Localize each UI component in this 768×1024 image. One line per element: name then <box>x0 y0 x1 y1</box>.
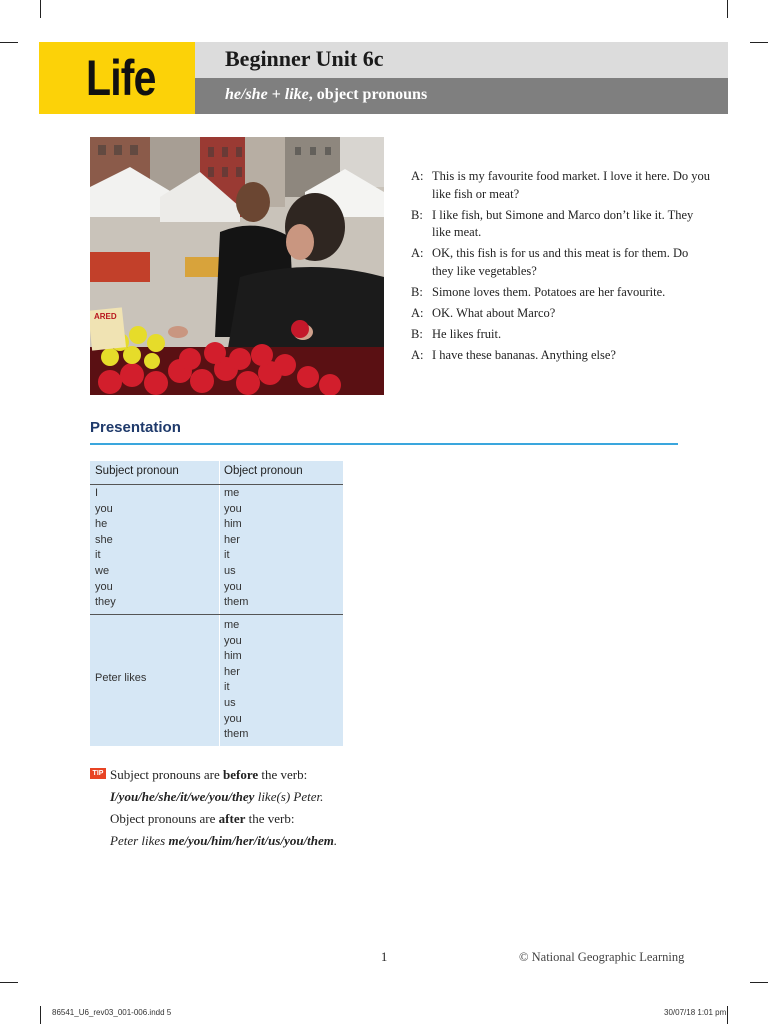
column-divider <box>219 461 220 746</box>
speaker: B: <box>411 207 423 222</box>
subject-column <box>95 486 116 611</box>
table-cell: you <box>224 502 242 515</box>
crop-mark-top-right <box>727 0 728 18</box>
copyright: © National Geographic Learning <box>519 950 685 964</box>
tip-text: Peter likes <box>110 833 169 848</box>
market-photo <box>90 137 384 395</box>
dialogue <box>411 168 711 368</box>
subtitle-prefix: he/she + like <box>225 86 309 103</box>
page-title: Beginner Unit 6c <box>225 46 384 71</box>
table-cell: them <box>224 728 249 741</box>
dialogue-line <box>411 168 711 203</box>
table-cell: it <box>95 549 101 562</box>
speech: Simone loves them. Potatoes are her favourite. <box>432 284 666 299</box>
table-cell: you <box>224 580 242 593</box>
dialogue-line <box>411 284 711 302</box>
table-cell: you <box>224 712 242 725</box>
table-cell: it <box>224 681 230 694</box>
crop-mark-right-bottom <box>750 982 768 983</box>
dialogue-line <box>411 326 711 344</box>
table-cell: you <box>224 634 242 647</box>
crop-mark-right-top <box>750 42 768 43</box>
object-column <box>224 486 248 611</box>
logo-text: Life <box>86 50 156 106</box>
tip-emphasis: before <box>223 767 259 782</box>
speech: OK. What about Marco? <box>432 305 556 320</box>
section-divider <box>90 443 678 445</box>
crop-mark-left-bottom <box>0 982 18 983</box>
table-cell: us <box>224 564 236 577</box>
dialogue-line <box>411 245 711 280</box>
peter-object-column <box>224 618 248 743</box>
unit-header <box>39 42 728 114</box>
section-title: Presentation <box>90 419 181 436</box>
tip-text: like(s) Peter. <box>254 789 324 804</box>
date-info: 30/07/18 1:01 pm <box>664 1008 727 1017</box>
speaker: B: <box>411 284 423 299</box>
table-header-object: Object pronoun <box>224 465 303 477</box>
crop-mark-left-top <box>0 42 18 43</box>
pronoun-table <box>90 461 343 746</box>
speech: I have these bananas. Anything else? <box>432 348 616 363</box>
crop-mark-bottom-left <box>40 1006 41 1024</box>
table-cell: me <box>224 619 240 631</box>
crop-mark-bottom-right <box>727 1006 728 1024</box>
speech: This is my favourite food market. I love it here. Do you like fish or meat? <box>432 169 711 201</box>
title-bar <box>195 42 728 78</box>
speaker: A: <box>411 246 424 261</box>
tip-text: . <box>333 833 338 848</box>
table-cell: we <box>95 564 110 577</box>
table-cell: us <box>224 696 236 709</box>
tip-badge: TIP <box>90 768 106 779</box>
table-cell: them <box>224 596 249 609</box>
speaker: A: <box>411 305 424 320</box>
tip-line-1 <box>110 764 307 786</box>
table-cell: you <box>95 580 113 593</box>
table-cell: him <box>224 518 242 531</box>
table-cell: they <box>95 596 116 609</box>
subtitle-suffix: , object pronouns <box>308 86 428 103</box>
dialogue-line <box>411 305 711 323</box>
table-cell: her <box>224 665 240 678</box>
speech: OK, this fish is for us and this meat is for them. Do they like vegetables? <box>432 246 689 278</box>
page-subtitle <box>225 86 427 104</box>
table-cell: I <box>95 487 99 499</box>
tip-text: Object pronouns are <box>110 811 219 826</box>
dialogue-line <box>411 207 711 242</box>
tip-line-4 <box>110 830 337 852</box>
tip-emphasis: I/you/he/she/it/we/you/they <box>110 789 255 804</box>
tip-emphasis: after <box>218 811 246 826</box>
peter-likes-label: Peter likes <box>95 672 147 684</box>
speech: He likes fruit. <box>432 326 502 341</box>
tip-line-2 <box>110 786 323 808</box>
page-number: 1 <box>381 950 388 964</box>
table-cell: me <box>224 487 240 499</box>
table-cell: you <box>95 502 113 515</box>
crop-mark-top-left <box>40 0 41 18</box>
dialogue-line <box>411 347 711 365</box>
header-rule <box>90 484 343 485</box>
speaker: A: <box>411 169 424 183</box>
life-logo <box>39 42 195 114</box>
speaker: B: <box>411 326 423 341</box>
tip-emphasis: me/you/him/her/it/us/you/them <box>168 833 334 848</box>
tip-line-3 <box>110 808 294 830</box>
speaker: A: <box>411 348 424 363</box>
table-cell: her <box>224 533 240 546</box>
table-header-subject: Subject pronoun <box>95 465 179 477</box>
table-cell: he <box>95 518 108 531</box>
sign-text: ARED <box>94 312 117 321</box>
section-rule <box>90 614 343 615</box>
subtitle-bar <box>195 78 728 114</box>
table-cell: him <box>224 650 242 663</box>
file-info: 86541_U6_rev03_001-006.indd 5 <box>52 1008 172 1017</box>
market-photo-illustration <box>90 137 384 395</box>
tip-text: the verb: <box>245 811 295 826</box>
tip-text: the verb: <box>258 767 308 782</box>
speech: I like fish, but Simone and Marco don’t like it. They like meat. <box>432 207 694 240</box>
table-cell: it <box>224 549 230 562</box>
tip-text: Subject pronouns are <box>110 767 224 782</box>
table-cell: she <box>95 533 113 546</box>
